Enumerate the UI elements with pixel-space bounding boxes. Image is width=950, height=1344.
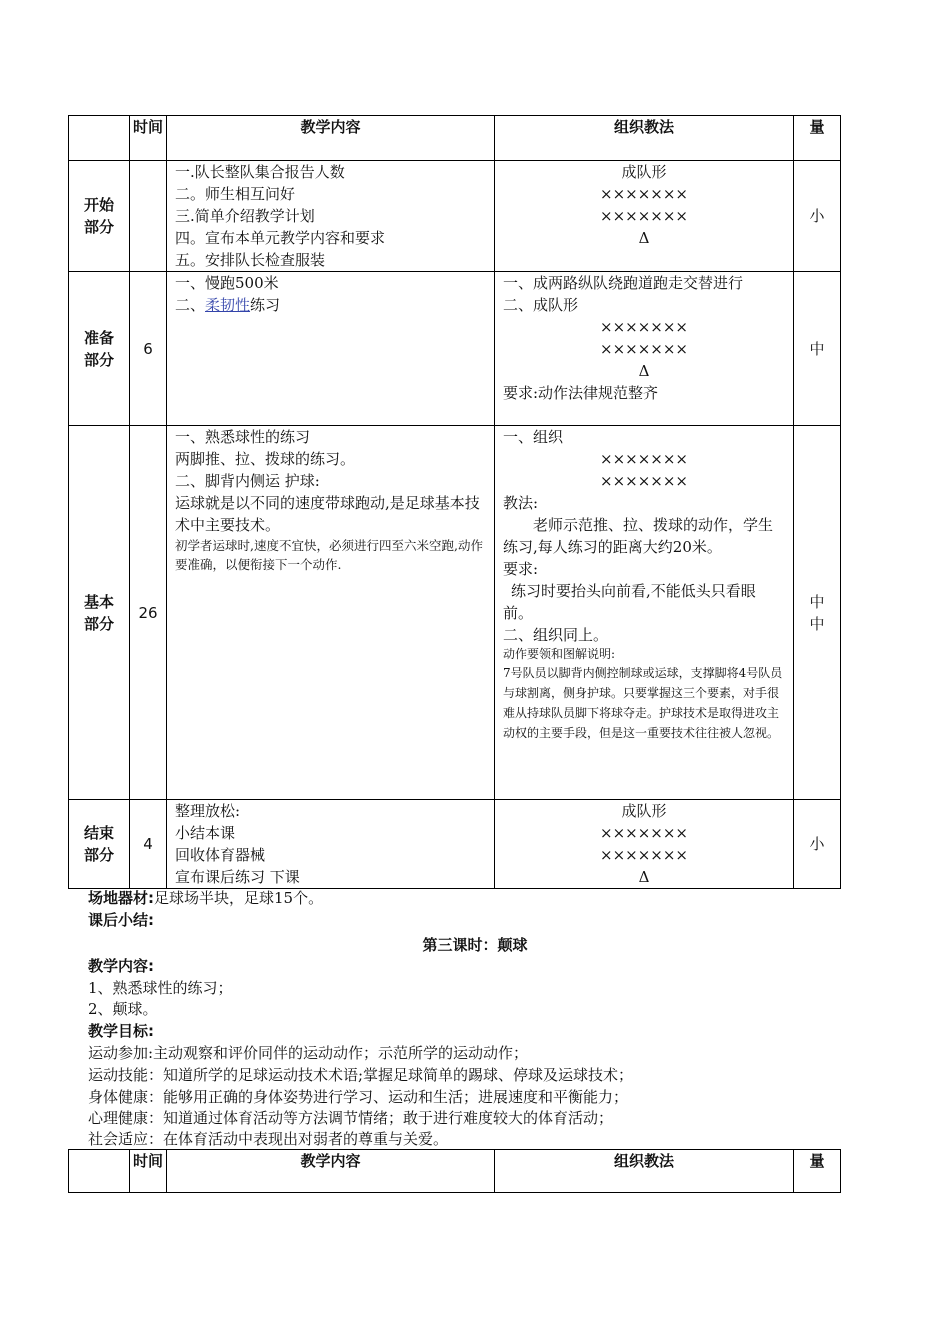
section-name-start: 开始部分 bbox=[69, 161, 130, 272]
section-method-end: 成队形 ××××××× ××××××× Δ bbox=[495, 800, 794, 889]
lesson-table bbox=[68, 115, 841, 889]
venue-line bbox=[88, 888, 323, 909]
section-method-basic: 一、组织 ××××××× ××××××× 教法: 老师示范推、拉、拨球的动作，学生练习,每人练习的距离大约20米。 要求: 练习时要抬头向前看,不能低头只看眼前。 二、组织同上。 动作要领和图解说明: 7号队员以脚背内侧控制球或运球，支撑脚将4号队员与球割离，侧身护球。只要掌握这三个要素，对手很难从持球队员脚下将球夺走。护球技术是取得进攻主动权的主要手段，但是这一重要技术往往被人忽视。 bbox=[495, 426, 794, 800]
content-label: 教学内容: bbox=[88, 957, 154, 975]
section-name-end: 结束部分 bbox=[69, 800, 130, 889]
section-amount-start: 小 bbox=[794, 161, 841, 272]
summary-label: 课后小结: bbox=[88, 911, 154, 929]
header-time: 时间 bbox=[130, 116, 167, 161]
table-header-row bbox=[69, 1150, 841, 1193]
header-method: 组织教法 bbox=[495, 116, 794, 161]
content-item-1: 1、熟悉球性的练习； bbox=[88, 979, 233, 997]
venue-label: 场地器材: bbox=[88, 889, 154, 907]
goal-skill: 运动技能：知道所学的足球运动技术术语;掌握足球简单的踢球、停球及运球技术； bbox=[88, 1066, 634, 1084]
section-time-prep: 6 bbox=[130, 272, 167, 426]
lesson3-title: 第三课时：颠球 bbox=[422, 936, 528, 954]
section-time-basic: 26 bbox=[130, 426, 167, 800]
venue-text: 足球场半块，足球15个。 bbox=[154, 889, 324, 907]
section-row-start bbox=[69, 161, 841, 272]
section-content-prep: 一、慢跑500米 二、柔韧性练习 bbox=[167, 272, 495, 426]
section-amount-prep: 中 bbox=[794, 272, 841, 426]
header-empty-cell bbox=[69, 116, 130, 161]
header-method: 组织教法 bbox=[495, 1150, 794, 1193]
goal-health: 身体健康：能够用正确的身体姿势进行学习、运动和生活；进展速度和平衡能力； bbox=[88, 1088, 629, 1106]
header-amount: 量 bbox=[794, 116, 841, 161]
goal-social: 社会适应：在体育活动中表现出对弱者的尊重与关爱。 bbox=[88, 1130, 449, 1148]
section-amount-end: 小 bbox=[794, 800, 841, 889]
header-amount: 量 bbox=[794, 1150, 841, 1193]
section-content-end: 整理放松: 小结本课 回收体育器械 宣布课后练习 下课 bbox=[167, 800, 495, 889]
section-content-basic: 一、熟悉球性的练习 两脚推、拉、拨球的练习。 二、脚背内侧运 护球: 运球就是以不同的速度带球跑动,是足球基本技术中主要技术。 初学者运球时,速度不宜快，必须进行四至六米空跑,动作要准确，以便衔接下一个动作. bbox=[167, 426, 495, 800]
header-content: 教学内容 bbox=[167, 1150, 495, 1193]
section-name-prep: 准备部分 bbox=[69, 272, 130, 426]
table-header-row bbox=[69, 116, 841, 161]
goal-mental: 心理健康：知道通过体育活动等方法调节情绪；敢于进行难度较大的体育活动； bbox=[88, 1109, 614, 1127]
lesson3-table bbox=[68, 1149, 841, 1193]
section-time-end: 4 bbox=[130, 800, 167, 889]
section-row-basic bbox=[69, 426, 841, 800]
header-time: 时间 bbox=[130, 1150, 167, 1193]
goal-participation: 运动参加:主动观察和评价同伴的运动动作；示范所学的运动动作； bbox=[88, 1044, 529, 1062]
section-time-start bbox=[130, 161, 167, 272]
flexibility-link[interactable]: 柔韧性 bbox=[205, 296, 251, 314]
section-name-basic: 基本部分 bbox=[69, 426, 130, 800]
header-empty-cell bbox=[69, 1150, 130, 1193]
goals-label: 教学目标: bbox=[88, 1022, 154, 1040]
section-row-end bbox=[69, 800, 841, 889]
header-content: 教学内容 bbox=[167, 116, 495, 161]
section-method-start: 成队形 ××××××× ××××××× Δ bbox=[495, 161, 794, 272]
section-content-start: 一.队长整队集合报告人数 二。师生相互问好 三.简单介绍教学计划 四。宣布本单元教学内容和要求 五。安排队长检查服装 bbox=[167, 161, 495, 272]
section-row-prep bbox=[69, 272, 841, 426]
section-method-prep: 一、成两路纵队绕跑道跑走交替进行 二、成队形 ××××××× ××××××× Δ 要求:动作法律规范整齐 bbox=[495, 272, 794, 426]
section-amount-basic: 中中 bbox=[794, 426, 841, 800]
content-item-2: 2、颠球。 bbox=[88, 1000, 158, 1018]
